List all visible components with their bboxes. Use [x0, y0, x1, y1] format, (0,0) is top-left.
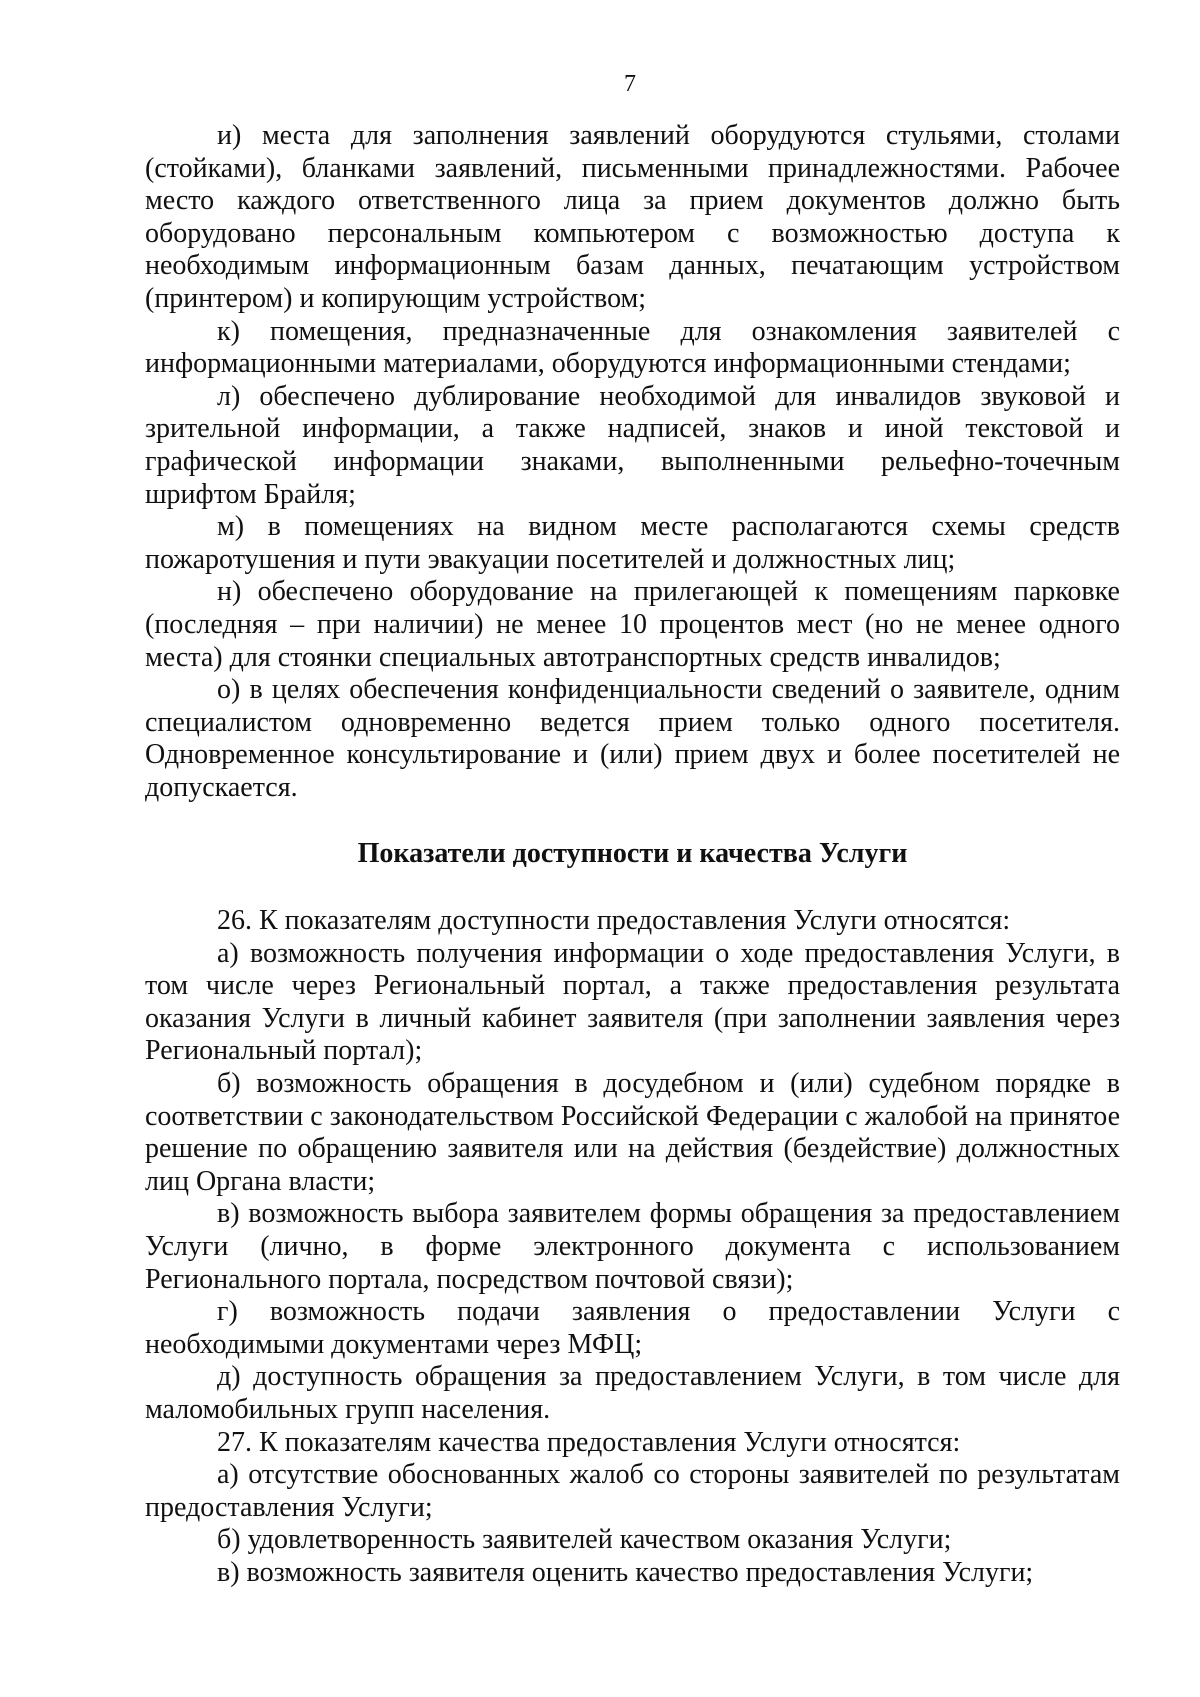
document-body — [145, 120, 1120, 1590]
paragraph-26-b: б) возможность обращения в досудебном и (или) судебном порядке в соответствии с законодательством Российской Федерации с жалобой на принятое решение по обращению заявителя или на действия (бездействие) должностных лиц Органа власти; — [145, 1068, 1120, 1197]
paragraph-27-b: б) удовлетворенность заявителей качеством оказания Услуги; — [217, 1524, 952, 1556]
paragraph-item-m: м) в помещениях на видном месте располагаются схемы средств пожаротушения и пути эвакуации посетителей и должностных лиц; — [145, 511, 1120, 575]
paragraph-27-v: в) возможность заявителя оценить качество предоставления Услуги; — [217, 1556, 1034, 1588]
paragraph-27: 27. К показателям качества предоставления Услуги относятся: — [217, 1426, 961, 1458]
paragraph-26-g: г) возможность подачи заявления о предоставлении Услуги с необходимыми документами через МФЦ; — [145, 1296, 1120, 1360]
paragraph-item-l: л) обеспечено дублирование необходимой для инвалидов звуковой и зрительной информации, а также надписей, знаков и иной текстовой и графической информации знаками, выполненными рельефно-точечным шрифтом Брайля; — [145, 380, 1120, 510]
paragraph-27-a: а) отсутствие обоснованных жалоб со стороны заявителей по результатам предоставления Услуги; — [145, 1459, 1120, 1523]
paragraph-item-k: к) помещения, предназначенные для ознакомления заявителей с информационными материалами, оборудуются информационными стендами; — [145, 315, 1120, 380]
paragraph-item-o: о) в целях обеспечения конфиденциальности сведений о заявителе, одним специалистом одновременно ведется прием только одного посетителя. Одновременное консультирование и (или) прием двух и более посетителей не допускается. — [145, 674, 1120, 803]
paragraph-26-d: д) доступность обращения за предоставлением Услуги, в том числе для маломобильных групп населения. — [145, 1361, 1120, 1425]
paragraph-item-i: и) места для заполнения заявлений оборудуются стульями, столами (стойками), бланками заявлений, письменными принадлежностями. Рабочее место каждого ответственного лица за прием документов должно быть оборудовано персональным компьютером с возможностью доступа к необходимым информационным базам данных, печатающим устройством (принтером) и копирующим устройством; — [145, 120, 1120, 314]
paragraph-26-a: а) возможность получения информации о ходе предоставления Услуги, в том числе через Региональный портал, а также предоставления результата оказания Услуги в личный кабинет заявителя (при заполнении заявления через Региональный портал); — [145, 937, 1120, 1067]
paragraph-26-v: в) возможность выбора заявителем формы обращения за предоставлением Услуги (лично, в форме электронного документа с использованием Регионального портала, посредством почтовой связи); — [145, 1198, 1120, 1295]
page-number: 7 — [624, 71, 636, 97]
section-heading: Показатели доступности и качества Услуги — [357, 838, 908, 870]
paragraph-item-n: н) обеспечено оборудование на прилегающей к помещениям парковке (последняя – при наличии) не менее 10 процентов мест (но не менее одного места) для стоянки специальных автотранспортных средств инвалидов; — [145, 576, 1120, 673]
paragraph-26: 26. К показателям доступности предоставления Услуги относятся: — [217, 905, 1011, 937]
